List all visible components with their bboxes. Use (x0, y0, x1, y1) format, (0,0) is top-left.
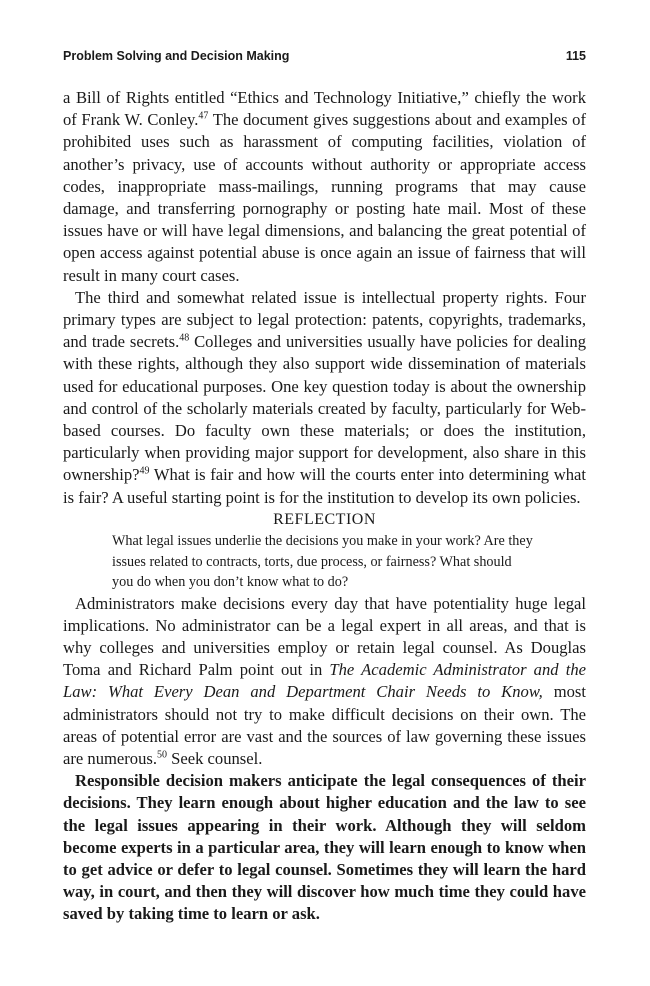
book-title: The Academic Administrator and the Law: What Every Dean and Department Chair Needs to Know, (63, 660, 586, 702)
paragraph-text: Administrators make decisions every day that have potentiality huge legal implications. No administrator can be a legal expert in all areas, and that is why colleges and universities employ or retain legal counsel. As Douglas Toma and Richard Palm point out in (63, 593, 586, 680)
paragraph-text: The document gives suggestions about and examples of prohibited uses such as harassment of computing facilities, violation of another’s privacy, use of accounts without authority or appropriate access codes, inappropriate mass-mailings, running programs that may cause damage, and transferring pornography or posting hate mail. Most of these issues have or will have legal dimensions, and balancing the great potential of open access against potential abuse is once again an issue of fairness that will result in many court cases. (63, 110, 586, 285)
reflection-heading: REFLECTION (273, 510, 376, 528)
paragraph-text: Colleges and universities usually have policies for dealing with these rights, although they also support wide dissemination of materials used for educational purposes. One key question today is about the ownership and control of the scholarly materials created by faculty, particularly for Web-based courses. Do faculty own these materials; or does the institution, particularly when providing major support for development, also share in this ownership? (63, 332, 586, 485)
paragraph-text: The third and somewhat related issue is intellectual property rights. Four primary types are subject to legal protection: patents, copyrights, trademarks, and trade secrets. (63, 287, 586, 352)
paragraph-text: a Bill of Rights entitled “Ethics and Technology Initiative,” chiefly the work of Frank W. Conley. (63, 88, 586, 130)
body-text (63, 87, 586, 926)
page-number: 115 (565, 49, 586, 63)
paragraph-intellectual-property (63, 287, 586, 509)
footnote-ref-47: 47 (198, 110, 209, 122)
footnote-ref-49: 49 (139, 465, 150, 477)
running-head (63, 49, 586, 69)
paragraph-text: Seek counsel. (167, 748, 263, 768)
footnote-ref-48: 48 (179, 332, 190, 344)
paragraph-text: most administrators should not try to make difficult decisions on their own. The areas of potential error are vast and the sources of law governing these issues are numerous. (63, 682, 586, 768)
paragraph-text: What is fair and how will the courts enter into determining what is fair? A useful starting point is for the institution to develop its own policies. (63, 465, 586, 507)
paragraph-ethics-initiative (63, 87, 586, 287)
footnote-ref-50: 50 (157, 749, 167, 761)
running-head-title: Problem Solving and Decision Making (63, 49, 290, 63)
reflection-prompt: What legal issues underlie the decisions you make in your work? Are they issues related to contracts, torts, due process, or fairness? What should you do when you don’t know what to do? (112, 533, 533, 591)
paragraph-legal-counsel (63, 593, 586, 771)
paragraph-key-point: Responsible decision makers anticipate the legal consequences of their decisions. They learn enough about higher education and the law to see the legal issues appearing in their work. Although they will seldom become experts in a particular area, they will learn enough to know when to get advice or defer to legal counsel. Sometimes they will learn the hard way, in court, and then they will discover how much time they could have saved by taking time to learn or ask. (63, 771, 586, 924)
